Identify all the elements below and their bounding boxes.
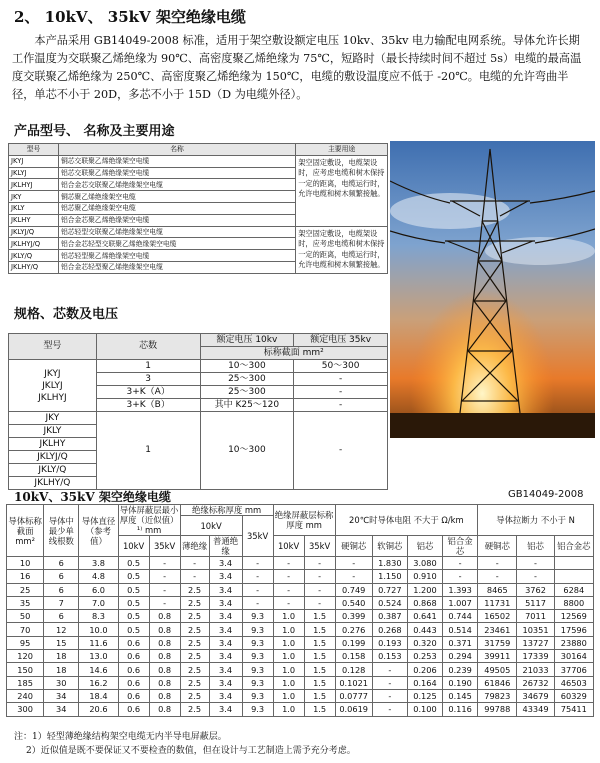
spec-table-header: 型号 芯数 额定电压 10kv 额定电压 35kv bbox=[9, 334, 388, 347]
params-row: 25 6 6.0 0.5 - 2.5 3.4 - - - 0.749 0.727 1.200 1.393 8465 3762 6284 bbox=[7, 583, 594, 596]
model-row: JKY 铜芯聚乙烯绝缘架空电缆 bbox=[9, 191, 388, 203]
spec-row: 3+K（B） 其中 K25～120 - bbox=[9, 399, 388, 412]
standard-code: GB14049-2008 bbox=[508, 489, 584, 500]
spec-row: 3 25～300 - bbox=[9, 373, 388, 386]
params-row: 95 15 11.6 0.6 0.8 2.5 3.4 9.3 1.0 1.5 0.199 0.193 0.320 0.371 31759 13727 23880 bbox=[7, 636, 594, 649]
params-row: 35 7 7.0 0.5 - 2.5 3.4 - - - 0.540 0.524 0.868 1.007 11731 5117 8800 bbox=[7, 596, 594, 609]
usage-note: 架空固定敷设，电缆架设时，应考虑电缆和树木保持一定的距离，电缆运行时，允许电缆和树木频繁接触。 bbox=[296, 226, 388, 273]
spec-row: JKLY bbox=[9, 425, 388, 438]
params-row: 185 30 16.2 0.6 0.8 2.5 3.4 9.3 1.0 1.5 0.1021 - 0.164 0.190 61846 26732 46503 bbox=[7, 676, 594, 689]
footnotes bbox=[14, 730, 356, 758]
section-title-params: 10kV、35kV 架空绝缘电缆 bbox=[14, 490, 171, 504]
spec-row: JKLYJ/Q bbox=[9, 451, 388, 464]
power-tower-photo bbox=[390, 141, 595, 438]
params-row: 120 18 13.0 0.6 0.8 2.5 3.4 9.3 1.0 1.5 0.158 0.153 0.253 0.294 39911 17339 30164 bbox=[7, 650, 594, 663]
section-title-models: 产品型号、 名称及主要用途 bbox=[14, 124, 175, 139]
params-row: 240 34 18.4 0.6 0.8 2.5 3.4 9.3 1.0 1.5 0.0777 - 0.125 0.145 79823 34679 60329 bbox=[7, 689, 594, 702]
model-row: JKLHYJ/Q 铝合金芯轻型交联聚乙烯绝缘架空电缆 bbox=[9, 238, 388, 250]
params-row: 10 6 3.8 0.5 - - 3.4 - - - - 1.830 3.080 - - - bbox=[7, 557, 594, 570]
model-row: JKLHY 铝合金芯聚乙烯绝缘架空电缆 bbox=[9, 214, 388, 226]
usage-note: 架空固定敷设，电缆架设时，应考虑电缆和树木保持一定的距离，电缆运行时，允许电缆和树木频繁接触。 bbox=[296, 155, 388, 226]
spec-row: JKY 1 10～300 - bbox=[9, 412, 388, 425]
params-row: 70 12 10.0 0.5 0.8 2.5 3.4 9.3 1.0 1.5 0.276 0.268 0.443 0.514 23461 10351 17596 bbox=[7, 623, 594, 636]
spec-models-group1: JKYJ JKLYJ JKLHYJ bbox=[9, 360, 97, 412]
model-row: JKLY/Q 铝芯轻型聚乙烯绝缘架空电缆 bbox=[9, 250, 388, 262]
spec-row: JKLHY/Q bbox=[9, 477, 388, 490]
params-row: 50 6 8.3 0.5 0.8 2.5 3.4 9.3 1.0 1.5 0.399 0.387 0.641 0.744 16502 7011 12569 bbox=[7, 610, 594, 623]
spec-table: 型号 芯数 额定电压 10kv 额定电压 35kv 标称截面 mm² JKYJ JKLYJ JKLHYJ 1 10～300 50～300 3 25～300 - 3+K（A） 25～300 - 3+K（B） 其中 K25～120 - JKY 1 10～300 - JKLY JKLHY JKLYJ/Q JKLY/Q JKLHY/Q bbox=[8, 333, 388, 490]
spec-row: JKLY/Q bbox=[9, 464, 388, 477]
params-row: 300 34 20.6 0.6 0.8 2.5 3.4 9.3 1.0 1.5 0.0619 - 0.100 0.116 99788 43349 75411 bbox=[7, 703, 594, 716]
model-row: JKLHY/Q 铝合金芯轻型聚乙烯绝缘架空电缆 bbox=[9, 261, 388, 273]
spec-row: 3+K（A） 25～300 - bbox=[9, 386, 388, 399]
params-row: 150 18 14.6 0.6 0.8 2.5 3.4 9.3 1.0 1.5 0.128 - 0.206 0.239 49505 21033 37706 bbox=[7, 663, 594, 676]
spec-row: JKLHY bbox=[9, 438, 388, 451]
model-row: JKLHYJ 铝合金芯交联聚乙烯绝缘架空电缆 bbox=[9, 179, 388, 191]
model-table-header: 型号 名称 主要用途 bbox=[9, 144, 388, 156]
model-row: JKYJ 铜芯交联聚乙烯绝缘架空电缆 架空固定敷设，电缆架设时，应考虑电缆和树木保持一定的距离，电缆运行时，允许电缆和树木频繁接触。 bbox=[9, 155, 388, 167]
footnote-2: 2）近似值是既不要保证又不要检查的数值，但在设计与工艺制造上需予充分考虑。 bbox=[26, 746, 356, 756]
page-title: 2、 10kV、 35kV 架空绝缘电缆 bbox=[14, 8, 246, 26]
model-row: JKLYJ 铝芯交联聚乙烯绝缘架空电缆 bbox=[9, 167, 388, 179]
model-row: JKLY 铝芯聚乙烯绝缘架空电缆 bbox=[9, 202, 388, 214]
model-row: JKLYJ/Q 铝芯轻型交联聚乙烯绝缘架空电缆 架空固定敷设，电缆架设时，应考虑电缆和树木保持一定的距离，电缆运行时，允许电缆和树木频繁接触。 bbox=[9, 226, 388, 238]
params-table: 导体标称截面 mm² 导体中最少单线根数 导体直径（参考值） 导体屏蔽层最小厚度（近似值）¹⁾ mm 绝缘标称厚度 mm 绝缘屏蔽层标称厚度 mm 20℃时导体电阻 不大于 Ω/km 导体拉断力 不小于 N 10kV 35kV 10kV 35kV 薄绝缘 普通绝缘 10kV 35kV 硬铜芯 软铜芯 铝芯 铝合金芯 硬铜芯 铝芯 铝合金芯 10 6 3.8 0.5 - - 3.4 - - - - 1.830 3.080 - - - 16 6 4.8 0.5 - - 3.4 - - - - 1.150 0.910 - - - 25 6 6.0 0.5 - 2.5 3.4 - - - 0.749 0.727 1.200 1.393 8465 3762 6284 35 7 7.0 0.5 - 2.5 3.4 - - - 0.540 0.524 0.868 1.007 11731 5117 8800 50 6 8.3 0.5 0.8 2.5 3.4 9.3 1.0 1.5 0.399 0.387 0.641 0.744 16502 7011 12569 70 12 10.0 0.5 0.8 2.5 3.4 9.3 1.0 1.5 0.276 0.268 0.443 0.514 23461 10351 17596 95 15 11.6 0.6 0.8 2.5 3.4 9.3 1.0 1.5 0.199 0.193 0.320 0.371 31759 13727 23880 120 18 13.0 0.6 0.8 2.5 3.4 9.3 1.0 1.5 0.158 0.153 0.253 0.294 39911 17339 30164 150 18 14.6 0.6 0.8 2.5 3.4 9.3 1.0 1.5 0.128 - 0.206 0.239 49505 21033 37706 185 30 16.2 0.6 0.8 2.5 3.4 9.3 1.0 1.5 0.1021 - 0.164 0.190 61846 26732 46503 240 34 18.4 0.6 0.8 2.5 3.4 9.3 1.0 1.5 0.0777 - 0.125 0.145 79823 34679 60329 300 34 20.6 0.6 0.8 2.5 3.4 9.3 1.0 1.5 0.0619 - 0.100 0.116 99788 43349 75411 bbox=[6, 504, 594, 717]
section-title-specs: 规格、芯数及电压 bbox=[14, 307, 119, 322]
spec-row: JKYJ JKLYJ JKLHYJ 1 10～300 50～300 bbox=[9, 360, 388, 373]
footnote-1: 注：1）轻型薄绝缘结构架空电缆无内半导电屏蔽层。 bbox=[14, 732, 227, 742]
intro-paragraph: 本产品采用 GB14049-2008 标准，适用于架空敷设额定电压 10kv、35kv 电力输配电网系统。导体允许长期工作温度为交联聚乙烯绝缘为 90℃、高密度聚乙烯绝缘为 75℃，短路时（最长持续时间不超过 5s）电缆的最高温度交联聚乙烯绝缘为 250℃、高密度聚乙烯绝缘为 150℃，电缆的敷设温度应不低于 -20℃。电缆的允许弯曲半径，单芯不小于 20D，多芯不小于 15D（D 为电缆外径）。 bbox=[12, 34, 582, 101]
model-table bbox=[8, 143, 388, 274]
params-row: 16 6 4.8 0.5 - - 3.4 - - - - 1.150 0.910 - - - bbox=[7, 570, 594, 583]
